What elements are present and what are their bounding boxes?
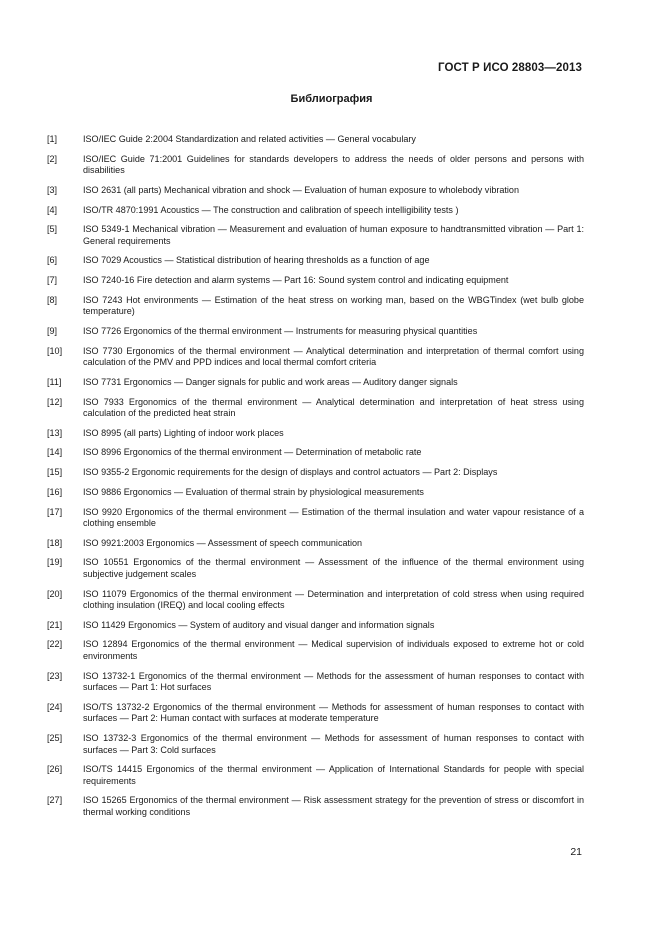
entry-text: ISO 8996 Ergonomics of the thermal environment — Determination of metabolic rate [83,447,422,458]
page-number: 21 [570,846,582,858]
entry-number: [17] [47,506,63,517]
bibliography-entry [47,467,584,479]
entry-text: ISO 13732-3 Ergonomics of the thermal environment — Methods for assessment of human responses to contact with surfaces — Part 3: Cold surfaces [83,733,584,755]
entry-text: ISO 9920 Ergonomics of the thermal environment — Estimation of the thermal insulation and water vapour resistance of a clothing ensemble [83,506,584,528]
entry-text: ISO 7240-16 Fire detection and alarm systems — Part 16: Sound system control and indicating equipment [83,275,509,286]
entry-number: [23] [47,670,63,681]
entry-text: ISO/TS 14415 Ergonomics of the thermal environment — Application of International Standards for people with special requirements [83,764,584,786]
entry-number: [5] [47,224,58,235]
bibliography-entry [47,447,584,459]
entry-text: ISO 9886 Ergonomics — Evaluation of thermal strain by physiological measurements [83,486,424,497]
bibliography-entry [47,326,584,338]
entry-number: [18] [47,537,63,548]
bibliography-entry [47,671,584,694]
entry-text: ISO 9921:2003 Ergonomics — Assessment of speech communication [83,537,363,548]
entry-text: ISO/IEC Guide 71:2001 Guidelines for standards developers to address the needs of older persons and persons with disabilities [83,153,584,176]
entry-text: ISO 7243 Hot environments — Estimation of the heat stress on working man, based on the WBGTindex (wet bulb globe temperature) [83,294,584,317]
bibliography-entry [47,275,584,287]
bibliography-title [0,93,661,105]
bibliography-entry [47,428,584,440]
entry-number: [8] [47,294,58,305]
entry-text: ISO 7029 Acoustics — Statistical distribution of hearing thresholds as a function of age [83,255,430,266]
entry-number: [20] [47,588,63,599]
entry-number: [9] [47,326,58,336]
bibliography-entry [47,589,584,612]
entry-text: ISO 11429 Ergonomics — System of auditory and visual danger and information signals [83,619,435,630]
entry-number: [1] [47,134,58,144]
entry-text: ISO 10551 Ergonomics of the thermal environment — Assessment of the influence of the thermal environment using subjective judgement scales [83,557,584,579]
entry-number: [14] [47,447,63,458]
bibliography-entry [47,295,584,318]
entry-text: ISO 12894 Ergonomics of the thermal environment — Medical supervision of individuals exposed to extreme hot or cold environments [83,639,584,661]
entry-number: [11] [47,376,62,387]
entry-text: ISO 7726 Ergonomics of the thermal environment — Instruments for measuring physical quantities [83,326,478,336]
entry-number: [27] [47,795,63,806]
standard-code-header: ГОСТ Р ИСО 28803—2013 [437,62,582,74]
entry-number: [25] [47,733,63,743]
entry-number: [12] [47,396,63,407]
bibliography-entry [47,639,584,662]
entry-text: ISO 2631 (all parts) Mechanical vibration and shock — Evaluation of human exposure to wholebody vibration [83,184,519,195]
entry-number: [21] [47,619,63,630]
entry-text: ISO 7933 Ergonomics of the thermal environment — Analytical determination and interpretation of heat stress using calculation of the predicted heat strain [83,396,584,419]
entry-text: ISO 15265 Ergonomics of the thermal environment — Risk assessment strategy for the prevention of stress or discomfort in thermal working conditions [83,795,584,817]
entry-text: ISO 11079 Ergonomics of the thermal environment — Determination and interpretation of cold stress when using required clothing insulation (IREQ) and local cooling effects [83,588,584,611]
entry-text: ISO 9355-2 Ergonomic requirements for the design of displays and control actuators — Part 2: Displays [83,467,498,478]
entry-number: [16] [47,486,63,497]
entry-number: [3] [47,184,58,195]
entry-text: ISO 8995 (all parts) Lighting of indoor work places [83,427,284,438]
entry-number: [2] [47,153,58,164]
bibliography-entry [47,538,584,550]
entry-number: [15] [47,467,63,478]
bibliography-entry [47,397,584,420]
bibliography-entry [47,507,584,530]
entry-number: [6] [47,255,58,266]
entry-number: [7] [47,275,58,286]
bibliography-entry [47,154,584,177]
entry-number: [26] [47,764,63,775]
bibliography-entry [47,205,584,217]
bibliography-title-text: Библиография [290,93,373,105]
entry-number: [24] [47,701,63,712]
entry-number: [19] [47,557,63,568]
bibliography-entry [47,224,584,247]
entry-text: ISO 7730 Ergonomics of the thermal environment — Analytical determination and interpretation of thermal comfort using calculation of the PMV and PPD indices and local thermal comfort criteria [83,345,584,368]
bibliography-entry [47,733,584,756]
entry-text: ISO 5349-1 Mechanical vibration — Measurement and evaluation of human exposure to handtransmitted vibration — Part 1: General requirements [83,224,584,246]
bibliography-entry [47,702,584,725]
entry-text: ISO 7731 Ergonomics — Danger signals for public and work areas — Auditory danger signals [83,376,458,387]
entry-text: ISO/IEC Guide 2:2004 Standardization and related activities — General vocabulary [83,134,416,144]
bibliography-entry [47,255,584,267]
bibliography-entry [47,557,584,580]
bibliography-entry [47,620,584,632]
entry-number: [22] [47,639,63,650]
bibliography-entry [47,795,584,818]
bibliography-entry [47,134,584,146]
bibliography-entry [47,377,584,389]
entry-number: [13] [47,427,63,438]
entry-number: [10] [47,345,63,356]
bibliography-entry [47,346,584,369]
bibliography-list [47,134,584,827]
entry-text: ISO/TS 13732-2 Ergonomics of the thermal environment — Methods for assessment of human responses to contact with surfaces — Part 2: Human contact with surfaces at moderate temperature [83,701,584,724]
bibliography-entry [47,487,584,499]
bibliography-entry [47,185,584,197]
entry-text: ISO/TR 4870:1991 Acoustics — The construction and calibration of speech intelligibility tests ) [83,204,459,215]
entry-number: [4] [47,204,58,215]
entry-text: ISO 13732-1 Ergonomics of the thermal environment — Methods for the assessment of human responses to contact with surfaces — Part 1: Hot surfaces [83,670,584,693]
bibliography-entry [47,764,584,787]
